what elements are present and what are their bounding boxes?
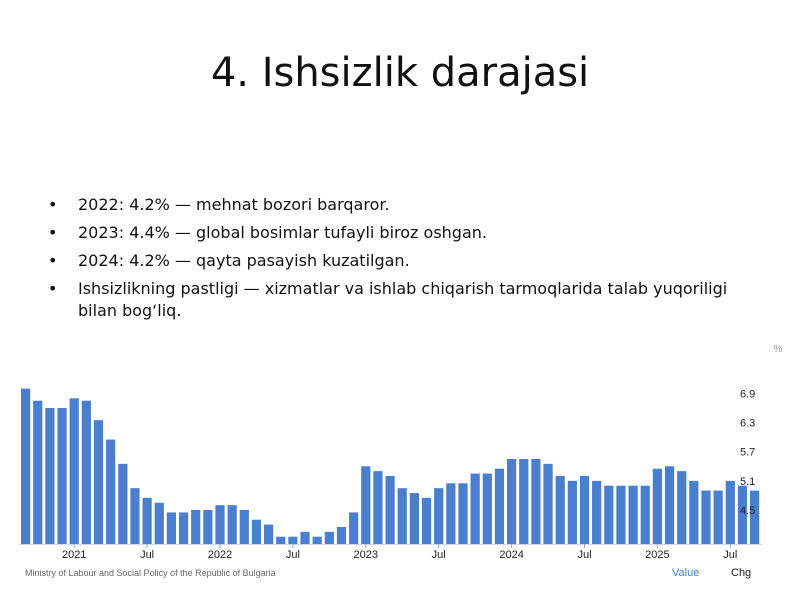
bar[interactable]	[701, 491, 710, 544]
bar[interactable]	[543, 464, 552, 544]
bar[interactable]	[325, 532, 334, 544]
unemployment-bar-chart	[0, 340, 800, 600]
page-title: 4. Ishsizlik darajasi	[210, 50, 590, 96]
bar[interactable]	[677, 471, 686, 544]
legend-value-tab[interactable]: Value	[672, 567, 700, 579]
bar[interactable]	[33, 401, 42, 544]
bar[interactable]	[179, 512, 188, 544]
bullet-text: 2024: 4.2% — qayta pasayish kuzatilgan.	[78, 251, 410, 270]
bullet-text: Ishsizlikning pastligi — xizmatlar va ishlab chiqarish tarmoqlarida talab yuqoriligi bilan bog‘liq.	[78, 279, 728, 320]
bar[interactable]	[604, 486, 613, 544]
bar[interactable]	[714, 491, 723, 544]
bar[interactable]	[300, 532, 309, 544]
bar[interactable]	[410, 493, 419, 544]
bar[interactable]	[276, 537, 285, 544]
bar[interactable]	[118, 464, 127, 544]
bullet-list	[44, 194, 764, 328]
y-tick-label: 5.1	[740, 475, 756, 488]
bullet-item	[44, 194, 764, 216]
bar[interactable]	[337, 527, 346, 544]
bar[interactable]	[653, 469, 662, 544]
bar[interactable]	[288, 537, 297, 544]
bars-group	[21, 389, 759, 544]
bar[interactable]	[240, 510, 249, 544]
bar[interactable]	[313, 537, 322, 544]
bar[interactable]	[373, 471, 382, 544]
bar[interactable]	[130, 488, 139, 544]
bar[interactable]	[689, 481, 698, 544]
x-tick-label: Jul	[285, 549, 300, 561]
bar[interactable]	[750, 491, 759, 544]
bar[interactable]	[507, 459, 516, 544]
bar[interactable]	[495, 469, 504, 544]
y-tick-label: 5.7	[740, 446, 756, 459]
y-tick-label: 6.9	[740, 388, 756, 401]
bullet-item	[44, 278, 764, 322]
bar[interactable]	[483, 474, 492, 544]
bar[interactable]	[629, 486, 638, 544]
x-tick-label: 2022	[207, 549, 233, 561]
x-tick-label: 2025	[645, 549, 670, 561]
bar[interactable]	[215, 505, 224, 544]
bar[interactable]	[57, 408, 66, 544]
bar[interactable]	[422, 498, 431, 544]
bar[interactable]	[568, 481, 577, 544]
x-axis	[19, 544, 762, 561]
bullet-marker: •	[48, 279, 58, 298]
bar[interactable]	[726, 481, 735, 544]
bar[interactable]	[580, 476, 589, 544]
bar[interactable]	[252, 520, 261, 544]
bar[interactable]	[386, 476, 395, 544]
bar[interactable]	[45, 408, 54, 544]
bar[interactable]	[471, 474, 480, 544]
bar[interactable]	[641, 486, 650, 544]
bar[interactable]	[519, 459, 528, 544]
bullet-marker: •	[48, 223, 58, 242]
bar[interactable]	[458, 483, 467, 544]
bar[interactable]	[531, 459, 540, 544]
x-tick-label: 2024	[499, 549, 524, 561]
bar[interactable]	[398, 488, 407, 544]
x-tick-label: 2023	[353, 549, 379, 561]
bar[interactable]	[361, 466, 370, 544]
x-tick-label: Jul	[577, 549, 592, 561]
bar[interactable]	[264, 525, 273, 544]
x-tick-label: 2021	[61, 549, 87, 561]
bar[interactable]	[228, 505, 237, 544]
bullet-marker: •	[48, 195, 58, 214]
bar[interactable]	[349, 512, 358, 544]
bar[interactable]	[143, 498, 152, 544]
bar[interactable]	[21, 389, 30, 544]
bar[interactable]	[616, 486, 625, 544]
bar[interactable]	[167, 512, 176, 544]
x-tick-label: Jul	[431, 549, 446, 561]
x-tick-label: Jul	[723, 549, 738, 561]
bar[interactable]	[155, 503, 164, 544]
bar[interactable]	[434, 488, 443, 544]
bullet-text: 2022: 4.2% — mehnat bozori barqaror.	[78, 195, 390, 214]
bullet-item	[44, 222, 764, 244]
bullet-marker: •	[48, 251, 58, 270]
bar[interactable]	[70, 398, 79, 544]
bullet-item	[44, 250, 764, 272]
bar[interactable]	[191, 510, 200, 544]
legend-chg-tab[interactable]: Chg	[731, 567, 752, 579]
bar[interactable]	[203, 510, 212, 544]
bullet-text: 2023: 4.4% — global bosimlar tufayli biroz oshgan.	[78, 223, 487, 242]
bar[interactable]	[106, 440, 115, 544]
bar[interactable]	[556, 476, 565, 544]
bar[interactable]	[82, 401, 91, 544]
unit-label: %	[773, 344, 783, 355]
source-text: Ministry of Labour and Social Policy of the Republic of Bulgaria	[25, 568, 276, 578]
x-tick-label: Jul	[140, 549, 155, 561]
bar[interactable]	[665, 466, 674, 544]
bar[interactable]	[446, 483, 455, 544]
bar[interactable]	[592, 481, 601, 544]
bar[interactable]	[94, 420, 103, 544]
y-tick-label: 6.3	[740, 417, 756, 430]
y-tick-label: 4.5	[740, 505, 756, 517]
